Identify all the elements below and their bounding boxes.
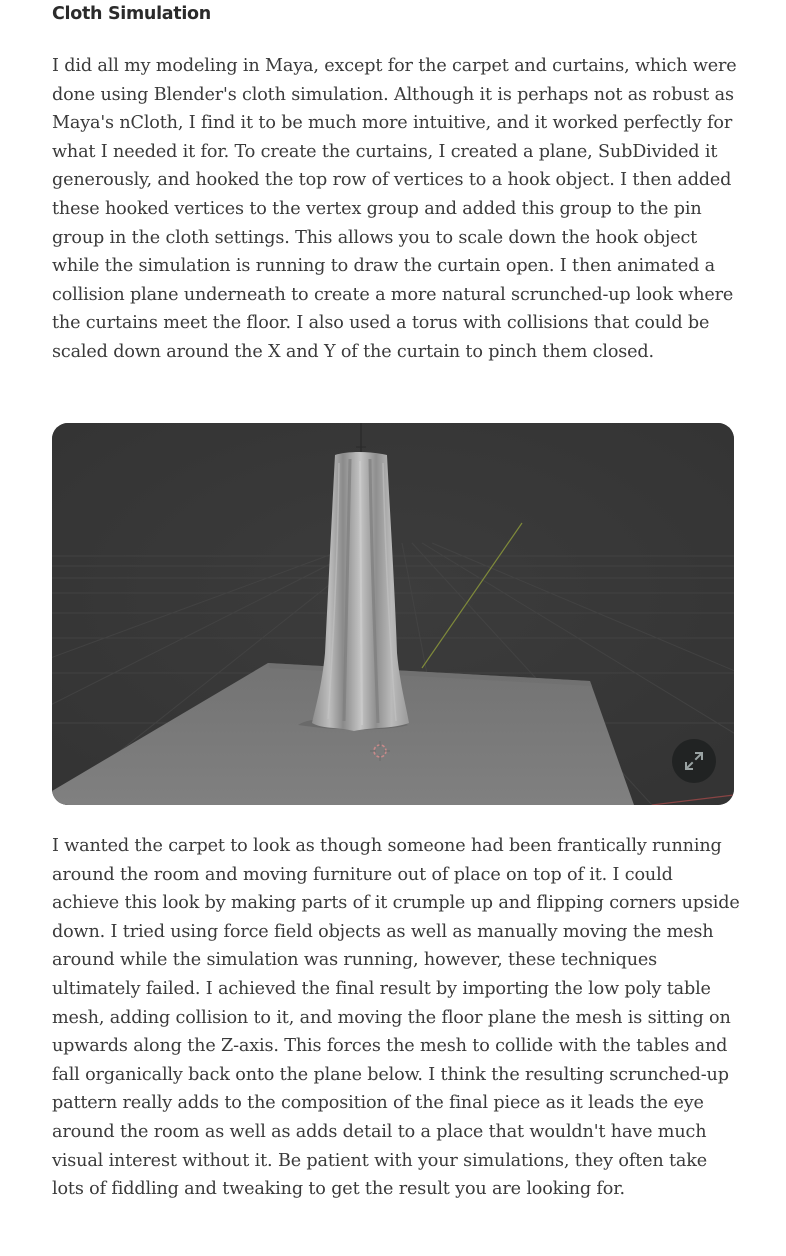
paragraph-curtains: I did all my modeling in Maya, except for the carpet and curtains, which were done using Blender's cloth simulation. Although it is perhaps not as robust as Maya's nCloth, I find it to be much more intuitive, and it worked perfectly for what I needed it for. To create the curtains, I created a plane, SubDivided it generously, and hooked the top row of vertices to a hook object. I then added these hooked vertices to the vertex group and added this group to the pin group in the cloth settings. This allows you to scale down the hook object while the simulation is running to draw the curtain open. I then animated a collision plane underneath to create a more natural scrunched-up look where the curtains meet the floor. I also used a torus with collisions that could be scaled down around the X and Y of the curtain to pinch them closed.: [52, 56, 737, 362]
expand-image-button[interactable]: [672, 739, 716, 783]
paragraph-carpet: I wanted the carpet to look as though someone had been frantically running around the room and moving furniture out of place on top of it. I could achieve this look by making parts of it crumple up and flipping corners upside down. I tried using force field objects as well as manually moving the mesh around while the simulation was running, however, these techniques ultimately failed. I achieved the final result by importing the low poly table mesh, adding collision to it, and moving the floor plane the mesh is sitting on upwards along the Z-axis. This forces the mesh to collide with the tables and fall organically back onto the plane below. I think the resulting scrunched-up pattern really adds to the composition of the final piece as it leads the eye around the room as well as adds detail to a place that wouldn't have much visual interest without it. Be patient with your simulations, they often take lots of fiddling and tweaking to get the result you are looking for.: [52, 836, 740, 1200]
section-title: Cloth Simulation: [52, 4, 211, 24]
expand-icon: [683, 750, 705, 772]
cloth-simulation-image[interactable]: [52, 423, 734, 805]
blender-viewport-render: [52, 423, 734, 805]
